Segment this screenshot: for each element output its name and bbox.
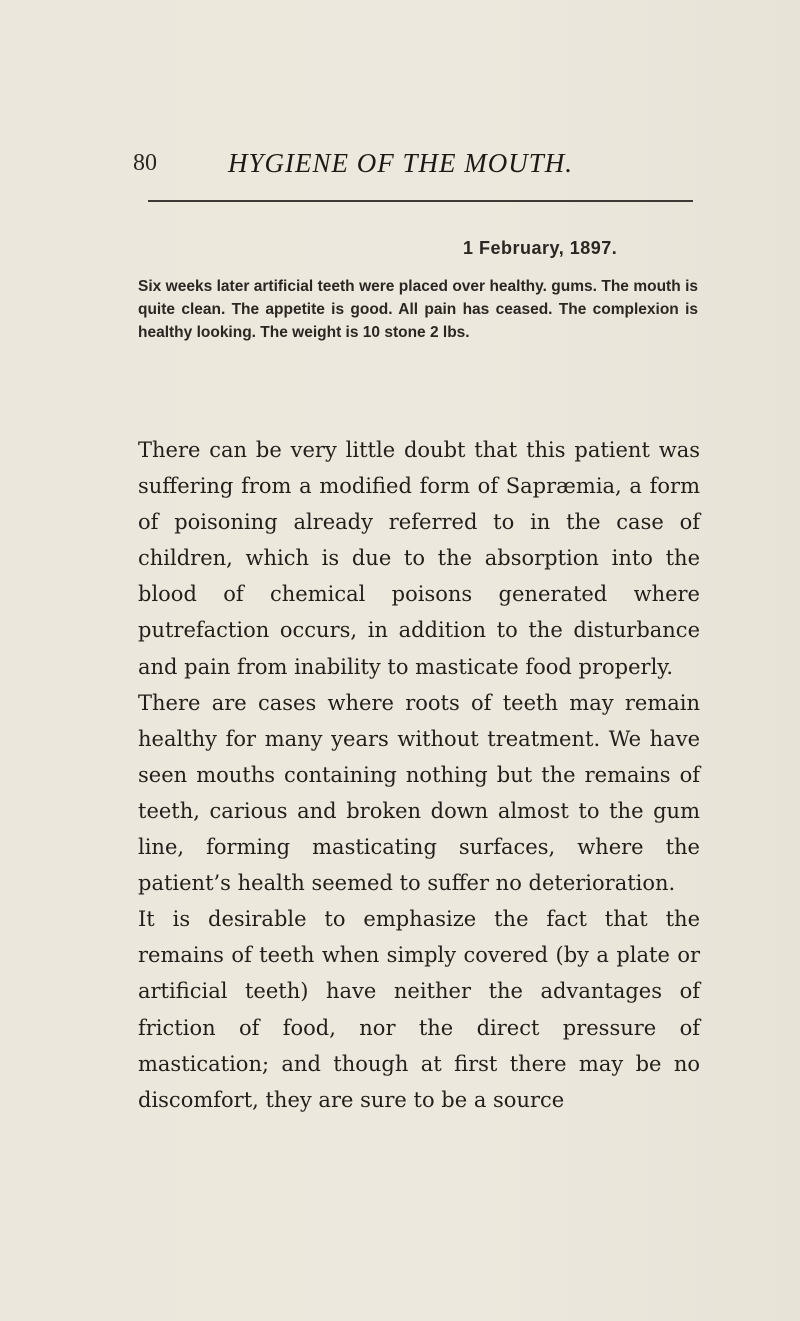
header-rule xyxy=(148,200,693,202)
body-text xyxy=(138,432,700,1118)
page-number: 80 xyxy=(133,150,157,176)
case-note-text: Six weeks later artificial teeth were placed over healthy. gums. The mouth is quite clean. The appetite is good. All pain has ceased. The complexion is healthy looking. The weight is 10 stone 2 lbs. xyxy=(138,278,698,342)
case-note-date: 1 February, 1897. xyxy=(463,238,618,258)
paragraph: It is desirable to emphasize the fact that the remains of teeth when simply covered (by a plate or artificial teeth) have neither the advantages of friction of food, nor the direct pressure of mastication; and though at first there may be no discomfort, they are sure to be a source xyxy=(138,907,700,1112)
running-head: HYGIENE OF THE MOUTH. xyxy=(228,148,573,178)
paragraph: There can be very little doubt that this patient was suffering from a modified form of Sapræmia, a form of poisoning already referred to in the case of children, which is due to the absorption into the blood of chemical poisons generated where putrefaction occurs, in addition to the disturbance and pain from inability to masticate food properly. xyxy=(138,438,700,679)
page-header xyxy=(133,150,693,184)
paragraph: There are cases where roots of teeth may remain healthy for many years without treatment. We have seen mouths containing nothing but the remains of teeth, carious and broken down almost to the gum line, forming masticating surfaces, where the patient’s health seemed to suffer no deterioration. xyxy=(138,690,700,896)
